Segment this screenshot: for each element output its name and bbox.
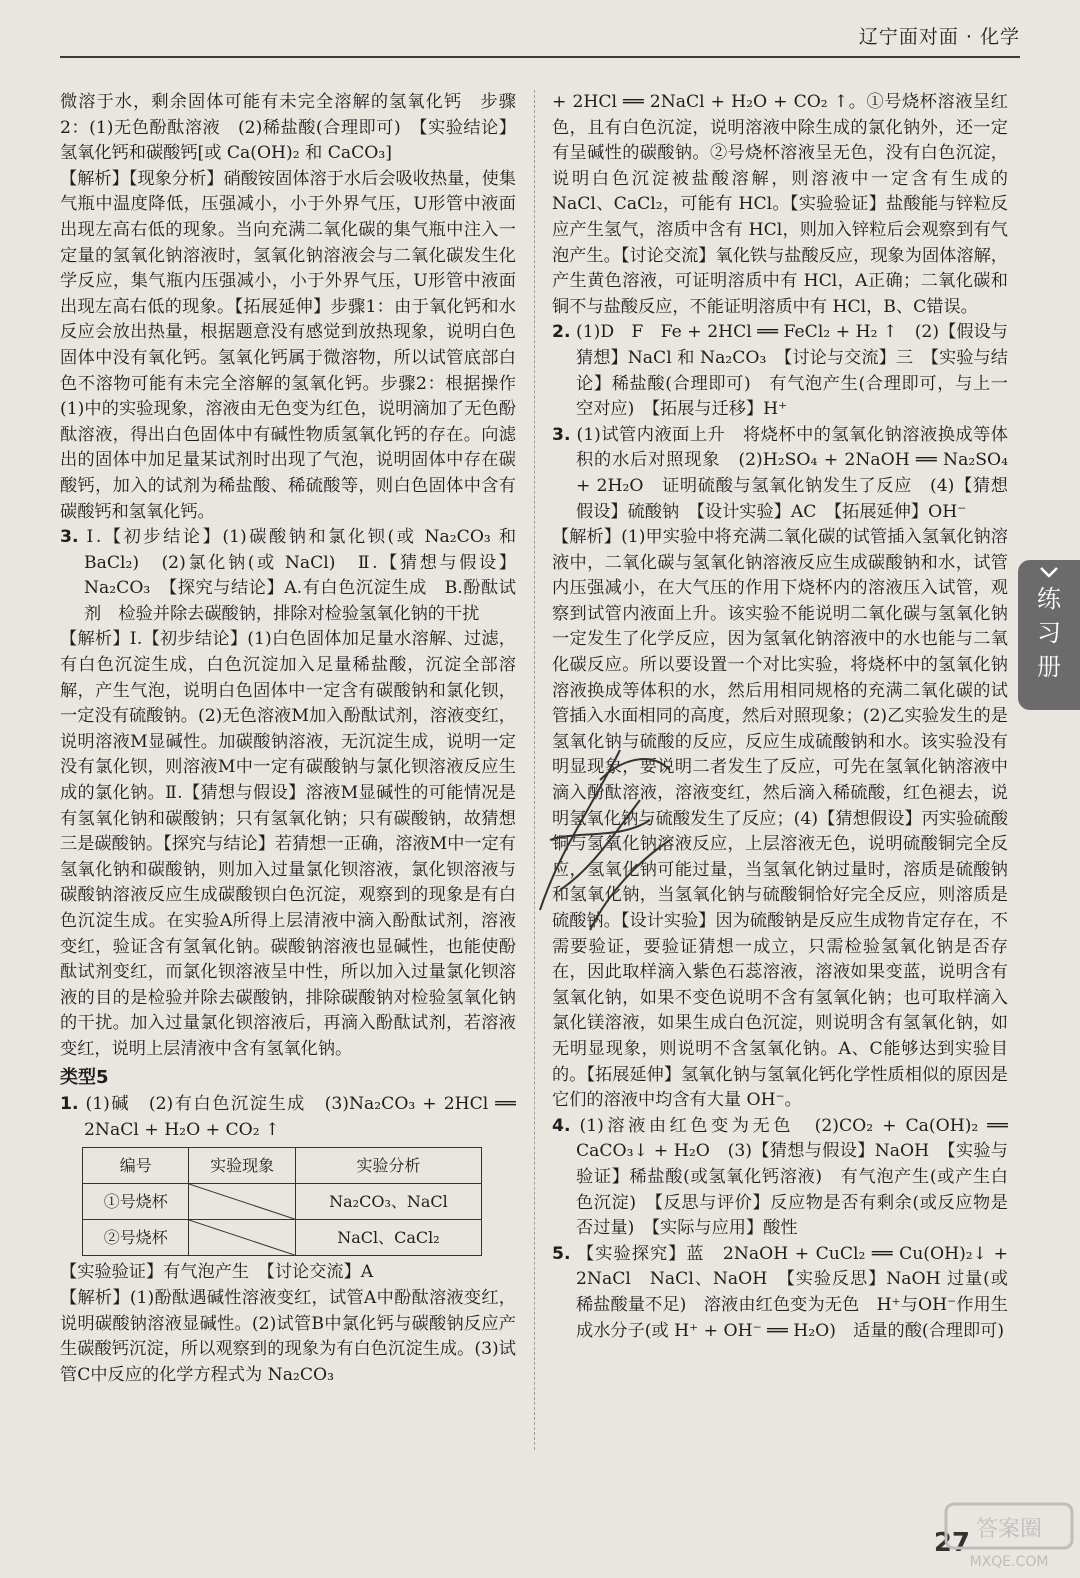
question-text: (1)D F Fe + 2HCl ══ FeCl₂ + H₂ ↑ (2)【假设与猜想】NaCl 和 Na₂CO₃ 【讨论与交流】三 【实验与结论】稀盐酸(合理即可) 有气泡产生(合理即可，与上一空对应) 【拓展与迁移】H⁺ [576,322,1008,420]
svg-text:答案圈: 答案圈 [975,1517,1043,1542]
experiment-table [82,1147,482,1256]
watermark-logo [944,1502,1074,1572]
question-number: 3. [60,527,79,548]
table-cell-slash [189,1220,295,1256]
table-cell-slash [189,1184,295,1220]
question-3-answer [60,525,516,627]
table-cell: ①号烧杯 [83,1184,189,1220]
question-3-answer [552,423,1008,525]
table-cell: NaCl、CaCl₂ [295,1220,481,1256]
question-text: (1)碱 (2)有白色沉淀生成 (3)Na₂CO₃ + 2HCl ══ 2NaCl + H₂O + CO₂ ↑ [84,1094,516,1140]
answer-continuation: + 2HCl ══ 2NaCl + H₂O + CO₂ ↑。①号烧杯溶液呈红色，且有白色沉淀，说明溶液中除生成的氯化钠外，还一定有呈碱性的碳酸钠。②号烧杯溶液呈无色，没有白色沉淀，说明白色沉淀被盐酸溶解，则溶液中一定含有生成的 NaCl、CaCl₂，可能有 HCl。【实验验证】盐酸能与锌粒反应产生氢气，溶质中含有 HCl，则加入锌粒后会观察到有气泡产生。【讨论交流】氧化铁与盐酸反应，现象为固体溶解，产生黄色溶液，可证明溶质中有 HCl，A正确；二氧化碳和铜不与盐酸反应，不能证明溶质中有 HCl，B、C错误。 [552,92,1008,317]
section-heading: 类型5 [60,1066,109,1088]
side-tab-char: 册 [1037,653,1061,681]
header-title: 辽宁面对面 · 化学 [858,26,1020,48]
question-4-answer [552,1114,1008,1242]
question-number: 4. [552,1115,571,1136]
chevron-down-icon [1039,566,1059,578]
side-tab-char: 习 [1037,619,1061,647]
answer-continuation: 微溶于水，剩余固体可能有未完全溶解的氢氧化钙 步骤2：(1)无色酚酞溶液 (2)稀盐酸(合理即可) 【实验结论】氢氧化钙和碳酸钙[或 Ca(OH)₂ 和 CaCO₃] [60,92,516,164]
question-text: (1)试管内液面上升 将烧杯中的氢氧化钠溶液换成等体积的水后对照现象 (2)H₂SO₄ + 2NaOH ══ Na₂SO₄ + 2H₂O 证明硫酸与氢氧化钠发生了反应 (4)【猜想假设】硫酸钠 【设计实验】AC 【拓展延伸】OH⁻ [576,424,1008,522]
table-header-row [83,1148,482,1184]
question-number: 5. [552,1243,571,1264]
type5-q1-analysis: 【解析】(1)酚酞遇碱性溶液变红，试管A中酚酞溶液变红，说明碳酸钠溶液显碱性。(2)试管B中氯化钙与碳酸钠反应产生碳酸钙沉淀，所以观察到的现象为有白色沉淀生成。(3)试管C中反应的化学方程式为 Na₂CO₃ [60,1287,516,1385]
question-text: 【实验探究】蓝 2NaOH + CuCl₂ ══ Cu(OH)₂↓ + 2NaCl NaCl、NaOH 【实验反思】NaOH 过量(或稀盐酸量不足) 溶液由红色变为无色 H⁺与OH⁻作用生成水分子(或 H⁺ + OH⁻ ══ H₂O) 适量的酸(合理即可) [576,1243,1008,1341]
table-cell: ②号烧杯 [83,1220,189,1256]
side-tab [1018,560,1080,710]
question-number: 3. [552,424,571,445]
question-text: Ⅰ.【初步结论】(1)碳酸钠和氯化钡(或 Na₂CO₃ 和 BaCl₂) (2)氯化钠(或 NaCl) Ⅱ.【猜想与假设】Na₂CO₃ 【探究与结论】A.有白色沉淀生成 B.酚酞试剂 检验并除去碳酸钠，排除对检验氢氧化钠的干扰 [84,527,516,624]
question-number: 2. [552,322,571,343]
svg-text:MXQE.COM: MXQE.COM [969,1554,1049,1570]
table-header: 实验分析 [295,1148,481,1184]
question-text: (1)溶液由红色变为无色 (2)CO₂ + Ca(OH)₂ ══ CaCO₃↓ + H₂O (3)【猜想与假设】NaOH 【实验与验证】稀盐酸(或氢氧化钙溶液) 有气泡产生(或产生白色沉淀) 【反思与评价】反应物是否有剩余(或反应物是否过量) 【实际与应用】酸性 [576,1115,1008,1239]
question-5-answer [552,1242,1008,1344]
side-tab-char: 练 [1037,585,1061,613]
question-3-analysis: 【解析】(1)甲实验中将充满二氧化碳的试管插入氢氧化钠溶液中，二氧化碳与氢氧化钠溶液反应生成碳酸钠和水，试管内压强减小，在大气压的作用下烧杯内的溶液压入试管，观察到试管内液面上升。该实验不能说明二氧化碳与氢氧化钠一定发生了化学反应，因为氢氧化钠溶液中的水也能与二氧化碳反应。所以要设置一个对比实验，将烧杯中的氢氧化钠溶液换成等体积的水，然后用相同规格的充满二氧化碳的试管插入水面相同的高度，然后对照现象；(2)乙实验发生的是氢氧化钠与硫酸的反应，反应生成硫酸钠和水。该实验没有明显现象，要说明二者发生了反应，可先在氢氧化钠溶液中滴入酚酞溶液，溶液变红，然后滴入稀硫酸，红色褪去，说明氢氧化钠与硫酸发生了反应；(4)【猜想假设】丙实验硫酸铜与氢氧化钠溶液反应，上层溶液无色，说明硫酸铜完全反应，氢氧化钠可能过量，当氢氧化钠过量时，溶质是硫酸钠和氢氧化钠，当氢氧化钠与硫酸铜恰好完全反应，则溶质是硫酸钠。【设计实验】因为硫酸钠是反应生成物肯定存在，不需要验证，要验证猜想一成立，只需检验氢氧化钠是否存在，因此取样滴入紫色石蕊溶液，溶液如果变蓝，说明含有氢氧化钠，如果不变色说明不含有氢氧化钠；也可取样滴入氯化镁溶液，如果生成白色沉淀，则说明含有氢氧化钠，如无明显现象，则说明不含氢氧化钠。A、C能够达到实验目的。【拓展延伸】氢氧化钠与氢氧化钙化学性质相似的原因是它们的溶液中均含有大量 OH⁻。 [552,527,1008,1111]
type5-q1-verification: 【实验验证】有气泡产生 【讨论交流】A [60,1262,374,1283]
question-2-answer [552,320,1008,422]
question-number: 1. [60,1094,79,1115]
table-header: 编号 [83,1148,189,1184]
type5-question-1 [60,1092,516,1143]
answer-analysis: 【解析】【现象分析】硝酸铵固体溶于水后会吸收热量，使集气瓶中温度降低，压强减小，小于外界气压，U形管中液面出现左高右低的现象。当向充满二氧化碳的集气瓶中注入一定量的氢氧化钠溶液时，氢氧化钠溶液会与二氧化碳发生化学反应，集气瓶内压强减小，小于外界气压，U形管中液面出现左高右低的现象。【拓展延伸】步骤1：由于氧化钙和水反应会放出热量，根据题意没有感觉到放热现象，说明白色固体中没有氧化钙。氢氧化钙属于微溶物，所以试管底部白色不溶物可能有未完全溶解的氢氧化钙。步骤2：根据操作(1)中的实验现象，溶液由无色变为红色，说明滴加了无色酚酞溶液，得出白色固体中有碱性物质氢氧化钙的存在。向滤出的固体中加足量某试剂时出现了气泡，说明固体中存在碳酸钙，加入的试剂为稀盐酸、稀硫酸等，则白色固体中含有碳酸钙和氢氧化钙。 [60,168,516,522]
handwritten-signature [500,690,700,950]
table-header: 实验现象 [189,1148,295,1184]
page-number: 27 [933,1528,970,1558]
header-rule [60,56,1020,58]
left-column [60,90,516,1530]
table-row [83,1184,482,1220]
table-cell: Na₂CO₃、NaCl [295,1184,481,1220]
question-3-analysis: 【解析】Ⅰ.【初步结论】(1)白色固体加足量水溶解、过滤，有白色沉淀生成，白色沉淀加入足量稀盐酸，沉淀全部溶解，产生气泡，说明白色固体中一定含有碳酸钠和氯化钡，一定没有硫酸钠。(2)无色溶液M加入酚酞试剂，溶液变红，说明溶液M显碱性。加碳酸钠溶液，无沉淀生成，说明一定没有氯化钡，则溶液M中一定有碳酸钠与氯化钡溶液反应生成的氯化钠。Ⅱ.【猜想与假设】溶液M显碱性的可能情况是有氢氧化钠和碳酸钠；只有氢氧化钠；只有碳酸钠，故猜想三是碳酸钠。【探究与结论】若猜想一正确，溶液M中一定有氢氧化钠和碳酸钠，则加入过量氯化钡溶液，氯化钡溶液与碳酸钠溶液反应生成碳酸钡白色沉淀，观察到的现象是有白色沉淀生成。在实验A所得上层清液中滴入酚酞试剂，溶液变红，验证含有氢氧化钠。碳酸钠溶液也显碱性，也能使酚酞试剂变红，而氯化钡溶液呈中性，所以加入过量氯化钡溶液的目的是检验并除去碳酸钠，排除碳酸钠对检验氢氧化钠的干扰。加入过量氯化钡溶液后，再滴入酚酞试剂，若溶液变红，说明上层清液中含有氢氧化钠。 [60,629,516,1059]
table-row [83,1220,482,1256]
